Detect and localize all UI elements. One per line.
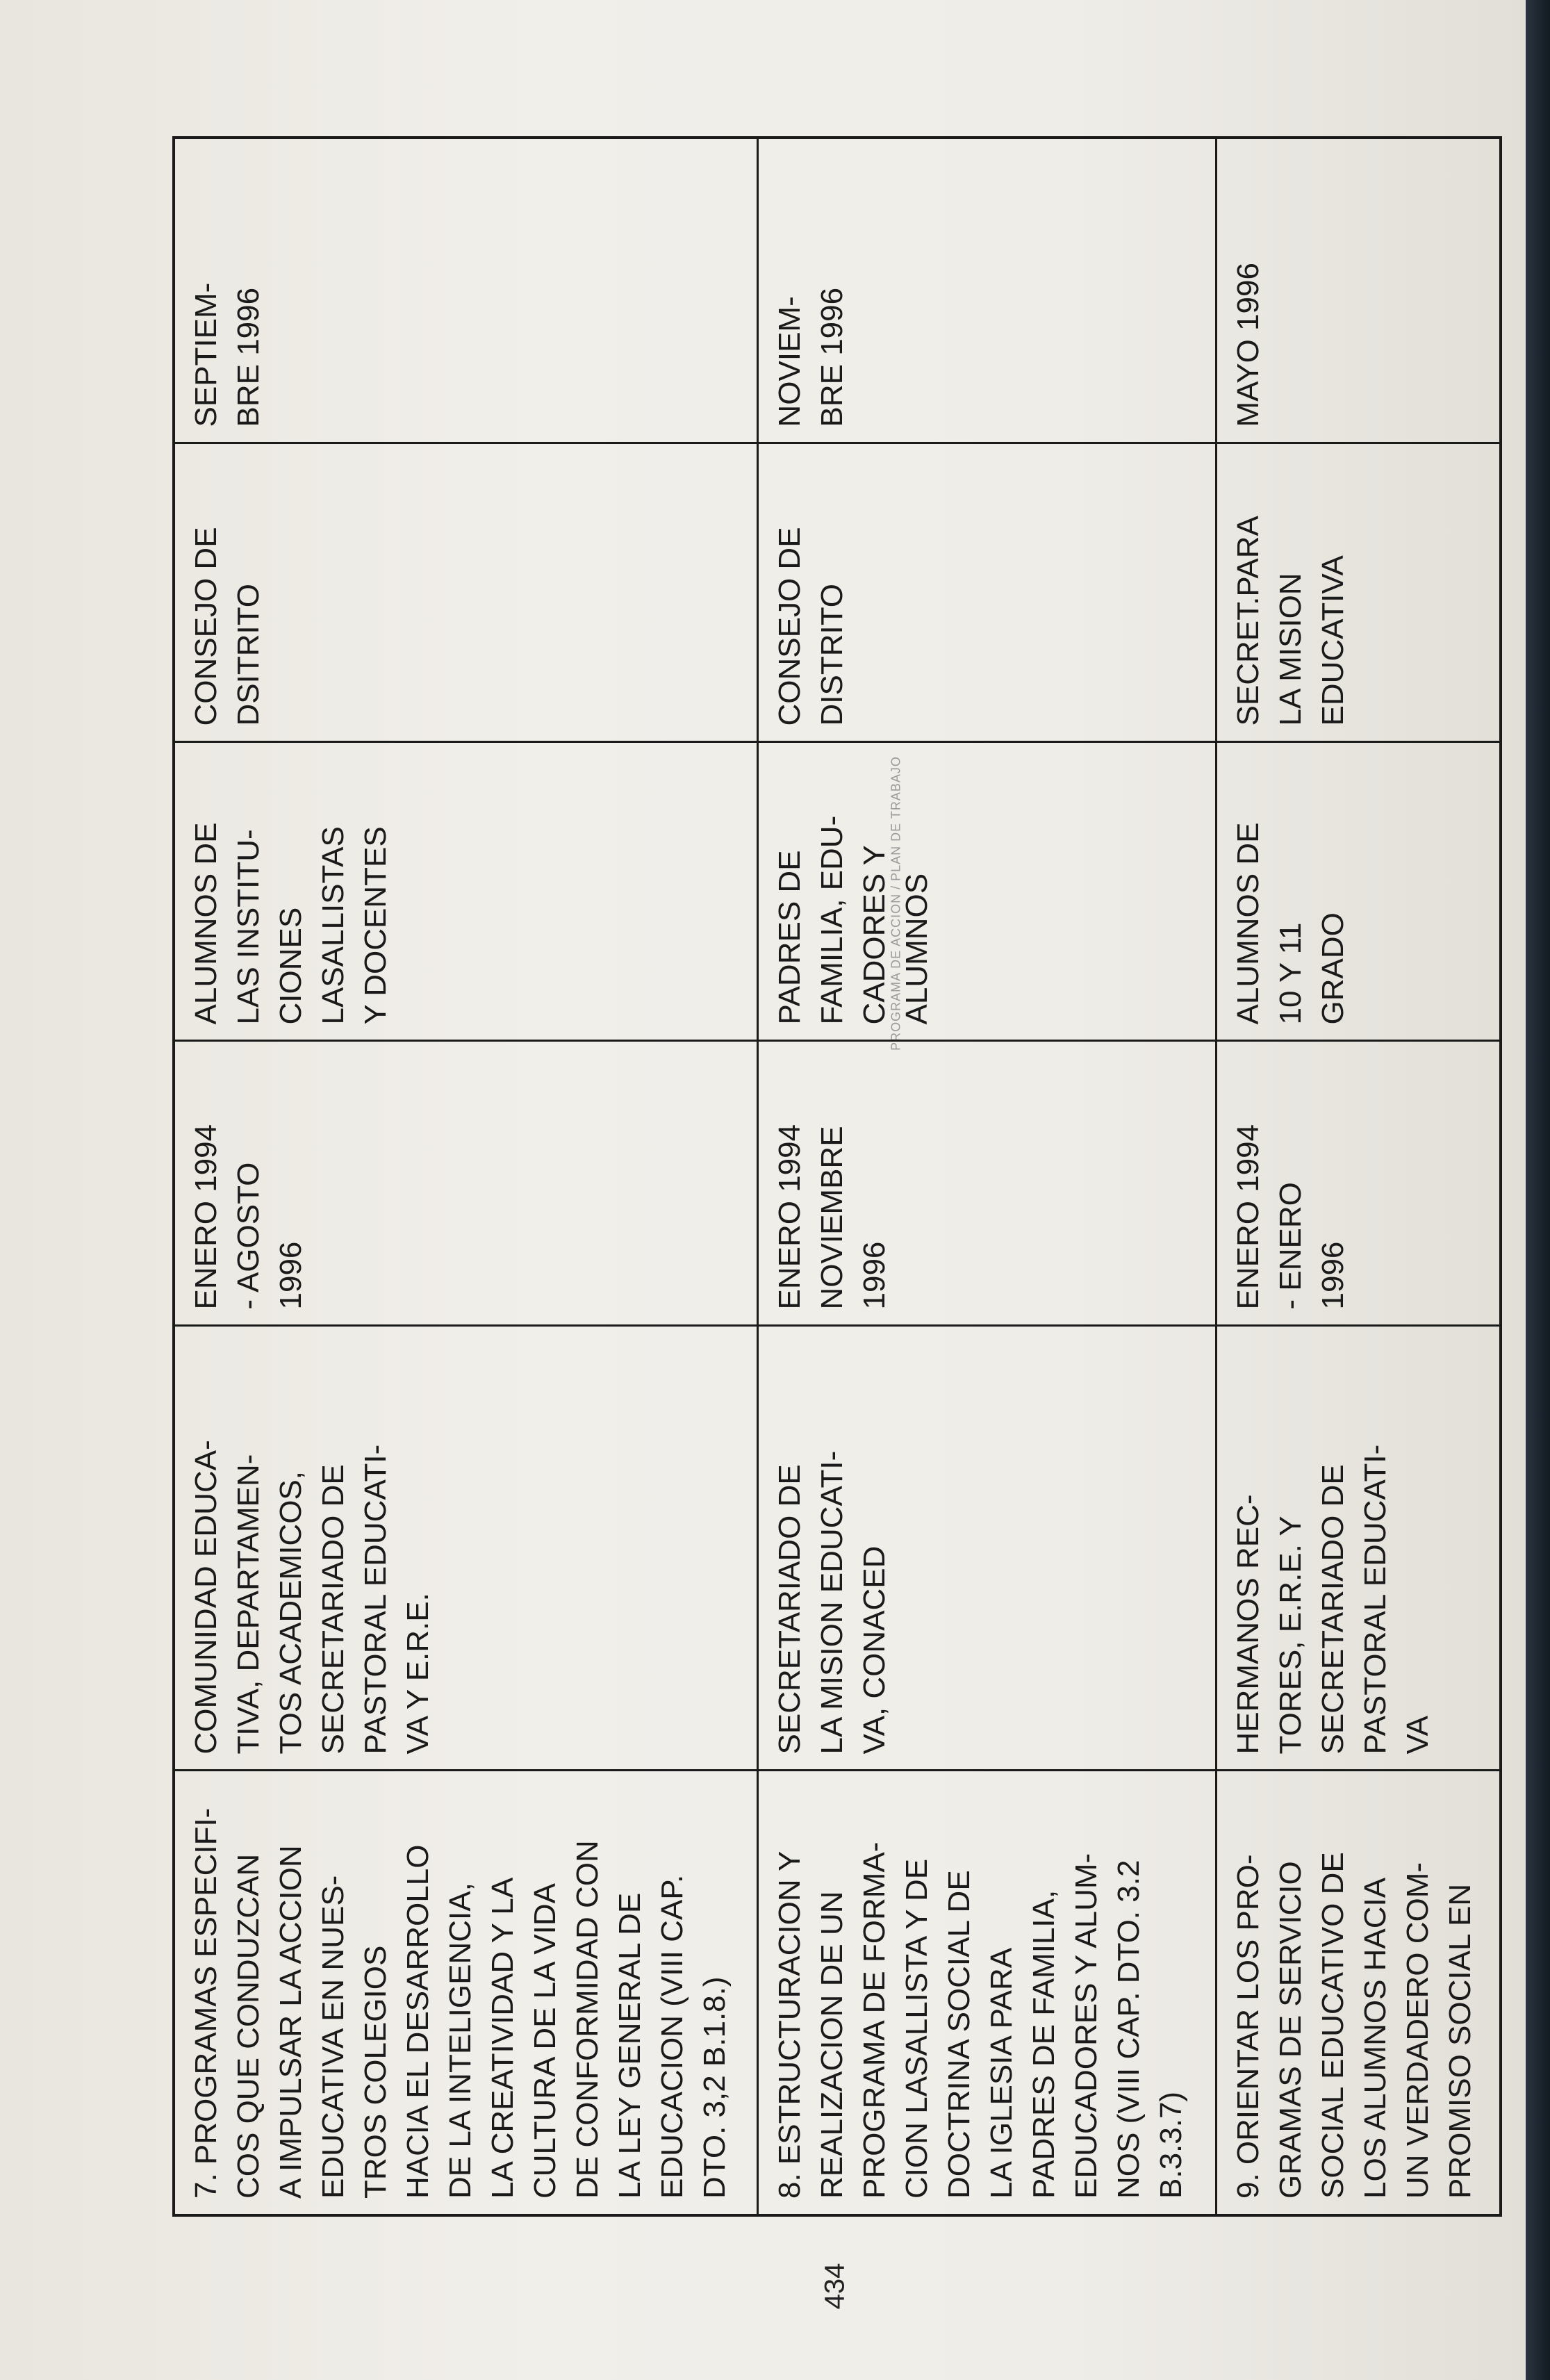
responsible-cell: SECRETARIADO DE LA MISION EDUCATI- VA, CONACED xyxy=(757,1326,1216,1771)
beneficiaries-cell: PADRES DE FAMILIA, EDU- CADORES Y ALUMNOS xyxy=(757,742,1216,1041)
evaluator-cell: SECRET.PARA LA MISION EDUCATIVA xyxy=(1216,443,1501,742)
table-row xyxy=(757,138,1216,2215)
dates-cell: ENERO 1994 NOVIEMBRE 1996 xyxy=(757,1041,1216,1326)
beneficiaries-cell: ALUMNOS DE 10 Y 11 GRADO xyxy=(1216,742,1501,1041)
page-number: 434 xyxy=(819,2263,850,2310)
table-row xyxy=(1216,138,1501,2215)
table-container xyxy=(172,139,1499,2217)
responsible-cell: HERMANOS REC- TORES, E.R.E. Y SECRETARIADO DE PASTORAL EDUCATI- VA xyxy=(1216,1326,1501,1771)
evaluation-date-cell: SEPTIEM- BRE 1996 xyxy=(174,138,757,443)
table-row xyxy=(174,138,757,2215)
running-header: PROGRAMA DE ACCION / PLAN DE TRABAJO xyxy=(889,756,903,1051)
objective-cell: 9. ORIENTAR LOS PRO- GRAMAS DE SERVICIO SOCIAL EDUCATIVO DE LOS ALUMNOS HACIA UN VERDADERO COM- PROMISO SOCIAL EN xyxy=(1216,1771,1501,2215)
objective-cell: 7. PROGRAMAS ESPECIFI- COS QUE CONDUZCAN A IMPULSAR LA ACCION EDUCATIVA EN NUES- TROS COLEGIOS HACIA EL DESARROLLO DE LA INTELIGENCIA, LA CREATIVIDAD Y LA CULTURA DE LA VIDA DE CONFORMIDAD CON LA LEY GENERAL DE EDUCACION (VIII CAP. DTO. 3,2 B.1.8.) xyxy=(174,1771,757,2215)
page-edge-shadow xyxy=(1526,0,1550,2380)
evaluator-cell: CONSEJO DE DSITRITO xyxy=(174,443,757,742)
evaluation-date-cell: MAYO 1996 xyxy=(1216,138,1501,443)
evaluation-date-cell: NOVIEM- BRE 1996 xyxy=(757,138,1216,443)
action-plan-table xyxy=(172,136,1502,2217)
responsible-cell: COMUNIDAD EDUCA- TIVA, DEPARTAMEN- TOS ACADEMICOS, SECRETARIADO DE PASTORAL EDUCATI- VA Y E.R.E. xyxy=(174,1326,757,1771)
beneficiaries-cell: ALUMNOS DE LAS INSTITU- CIONES LASALLISTAS Y DOCENTES xyxy=(174,742,757,1041)
dates-cell: ENERO 1994 - ENERO 1996 xyxy=(1216,1041,1501,1326)
dates-cell: ENERO 1994 - AGOSTO 1996 xyxy=(174,1041,757,1326)
evaluator-cell: CONSEJO DE DISTRITO xyxy=(757,443,1216,742)
objective-cell: 8. ESTRUCTURACION Y REALIZACION DE UN PROGRAMA DE FORMA- CION LASALLISTA Y DE DOCTRINA SOCIAL DE LA IGLESIA PARA PADRES DE FAMILIA, EDUCADORES Y ALUM- NOS (VIII CAP. DTO. 3.2 B.3.3.7) xyxy=(757,1771,1216,2215)
